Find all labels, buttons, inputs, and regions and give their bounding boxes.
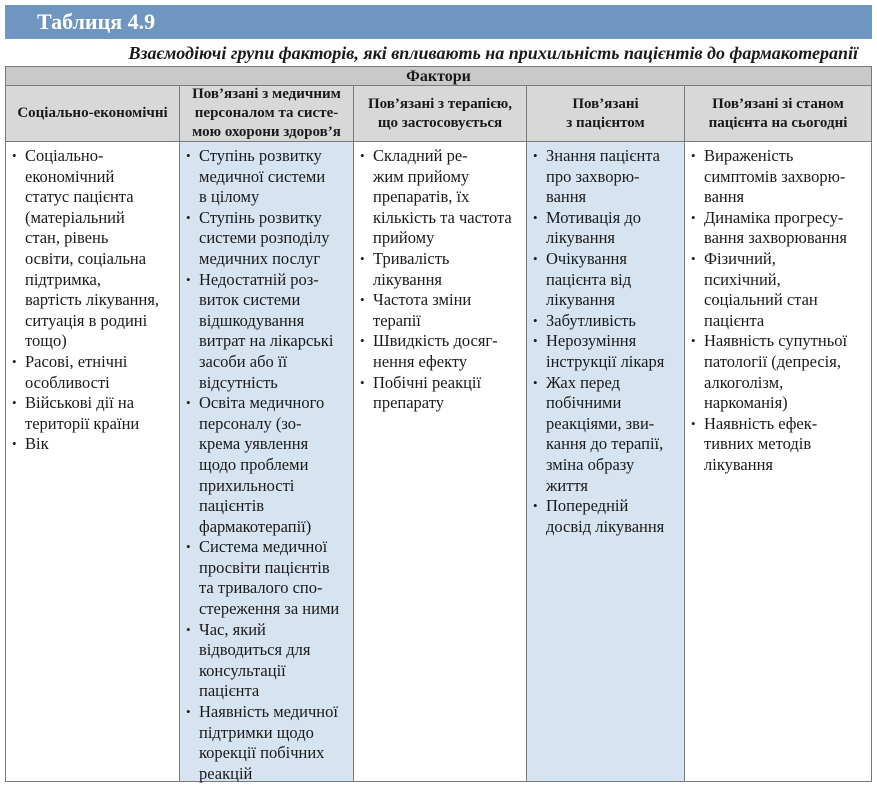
list-item: [531, 311, 681, 332]
list-item-text: Попередній досвід лікування: [546, 496, 665, 536]
bullet-icon: •: [360, 250, 365, 266]
bullet-icon: •: [691, 333, 696, 349]
bullet-icon: •: [186, 621, 191, 637]
bullet-icon: •: [533, 312, 538, 328]
list-item-text: Система медичної просвіти пацієнтів та тривалого спо- стереження за ними: [199, 537, 340, 619]
list-item: [10, 434, 176, 455]
column-header: [685, 86, 871, 142]
list-item: [689, 331, 868, 413]
column-items: [354, 142, 526, 414]
column-items: [685, 142, 871, 476]
bullet-icon: •: [186, 148, 191, 163]
list-item-text: Складний ре- жим прийому препаратів, їх кількість та частота прийому: [373, 146, 512, 248]
list-item: [358, 373, 523, 414]
list-item-text: Побічні реакції препарату: [373, 372, 482, 413]
column-patient-condition: [684, 86, 871, 781]
column-header-text: Соціально-економічні: [17, 105, 168, 121]
column-header-text: Пов’язані зі станом пацієнта на сьогодні: [708, 95, 848, 131]
list-item: [184, 208, 350, 270]
bullet-icon: •: [533, 374, 538, 390]
bullet-icon: •: [360, 333, 365, 349]
bullet-icon: •: [691, 209, 696, 225]
column-socioeconomic: [6, 86, 179, 781]
column-therapy: [353, 86, 526, 781]
bullet-icon: •: [533, 209, 538, 225]
bullet-icon: •: [186, 395, 191, 411]
list-item-text: Недостатній роз- виток системи відшкодування витрат на лікарські засоби або її відсутність: [199, 269, 334, 392]
list-item-text: Наявність супутньої патології (депресія, алкоголізм, наркоманія): [704, 331, 848, 413]
list-item-text: Наявність медичної підтримки щодо корекції побічних реакцій: [199, 702, 338, 783]
bullet-icon: •: [533, 333, 538, 349]
bullet-icon: •: [12, 353, 17, 369]
list-item-text: Ступінь розвитку системи розподілу медичних послуг: [199, 207, 330, 268]
factors-header: Фактори: [6, 67, 871, 86]
column-header-text: Пов’язані з терапією, що застосовується: [367, 95, 513, 131]
list-item: [10, 393, 176, 434]
list-item-text: Очікування пацієнта від лікування: [546, 248, 632, 310]
list-item: [689, 249, 868, 331]
bullet-icon: •: [186, 704, 191, 720]
list-item: [184, 270, 350, 394]
list-item: [358, 331, 523, 372]
list-item-text: Динаміка прогресу- вання захворювання: [704, 207, 848, 248]
list-item: [531, 331, 681, 372]
list-item-text: Мотивація до лікування: [546, 207, 642, 248]
list-item-text: Швидкість досяг- нення ефекту: [373, 331, 498, 371]
column-patient: [526, 86, 684, 781]
list-item: [184, 146, 350, 208]
bullet-icon: •: [533, 250, 538, 266]
list-item-text: Наявність ефек- тивних методів лікування: [704, 413, 818, 474]
list-item-text: Расові, етнічні особливості: [25, 351, 128, 392]
list-item-text: Час, який відводиться для консультації пацієнта: [199, 619, 311, 701]
list-item-text: Вираженість симптомів захворю- вання: [704, 146, 846, 207]
bullet-icon: •: [12, 148, 17, 163]
table-title: Таблиця 4.9: [37, 9, 156, 34]
list-item: [689, 208, 868, 249]
list-item-text: Військові дії на території країни: [25, 393, 140, 433]
list-item: [184, 393, 350, 537]
bullet-icon: •: [360, 374, 365, 390]
bullet-icon: •: [186, 271, 191, 287]
list-item-text: Ступінь розвитку медичної системи в цілому: [199, 146, 326, 207]
column-header: [354, 86, 526, 142]
bullet-icon: •: [533, 148, 538, 163]
list-item: [689, 414, 868, 476]
bullet-icon: •: [12, 395, 17, 411]
bullet-icon: •: [691, 415, 696, 431]
list-item: [358, 249, 523, 290]
bullet-icon: •: [360, 292, 365, 308]
factors-table: [5, 66, 872, 782]
bullet-icon: •: [533, 498, 538, 514]
list-item-text: Вік: [25, 434, 49, 454]
list-item: [689, 146, 868, 208]
list-item: [358, 290, 523, 331]
list-item-text: Жах перед побічними реакціями, зви- кання до терапії, зміна образу життя: [546, 372, 664, 495]
list-item-text: Нерозуміння інструкції лікаря: [546, 331, 665, 371]
list-item: [531, 373, 681, 497]
list-item: [531, 496, 681, 537]
list-item-text: Знання пацієнта про захворю- вання: [546, 146, 661, 207]
list-item-text: Забутливість: [546, 310, 636, 330]
column-items: [180, 142, 353, 784]
list-item-text: Освіта медичного персоналу (зо- крема уявлення щодо проблеми прихильності пацієнтів фармакотерапії): [199, 393, 325, 536]
bullet-icon: •: [360, 148, 365, 163]
table-title-bar: [5, 5, 872, 39]
column-header: [180, 86, 353, 142]
bullet-icon: •: [186, 539, 191, 555]
list-item-text: Тривалість лікування: [373, 248, 450, 289]
list-item-text: Фізичний, психічний, соціальний стан пацієнта: [704, 248, 818, 330]
column-medical-staff: [179, 86, 353, 781]
column-items: [527, 142, 684, 537]
bullet-icon: •: [691, 148, 696, 163]
column-header-text: Пов’язані з медичним персоналом та систе- мою охорони здоров’я: [192, 86, 341, 140]
list-item: [531, 146, 681, 208]
list-item: [10, 352, 176, 393]
list-item-text: Соціально- економічний статус пацієнта (матеріальний стан, рівень освіти, соціальна підтримка, вартість лікування, ситуація в родині тощо): [25, 146, 160, 351]
bullet-icon: •: [12, 436, 17, 452]
list-item: [531, 249, 681, 311]
bullet-icon: •: [691, 250, 696, 266]
list-item: [531, 208, 681, 249]
list-item: [184, 537, 350, 619]
column-items: [6, 142, 179, 455]
table-subtitle: Взаємодіючі групи факторів, які впливають на прихильність пацієнтів до фармакотерапії: [128, 43, 858, 63]
list-item-text: Частота зміни терапії: [373, 290, 472, 330]
list-item: [184, 702, 350, 784]
bullet-icon: •: [186, 209, 191, 225]
column-header: [6, 86, 179, 142]
list-item: [358, 146, 523, 249]
list-item: [10, 146, 176, 352]
column-header-text: Пов’язані з пацієнтом: [566, 95, 645, 131]
column-header: [527, 86, 684, 142]
list-item: [184, 620, 350, 702]
